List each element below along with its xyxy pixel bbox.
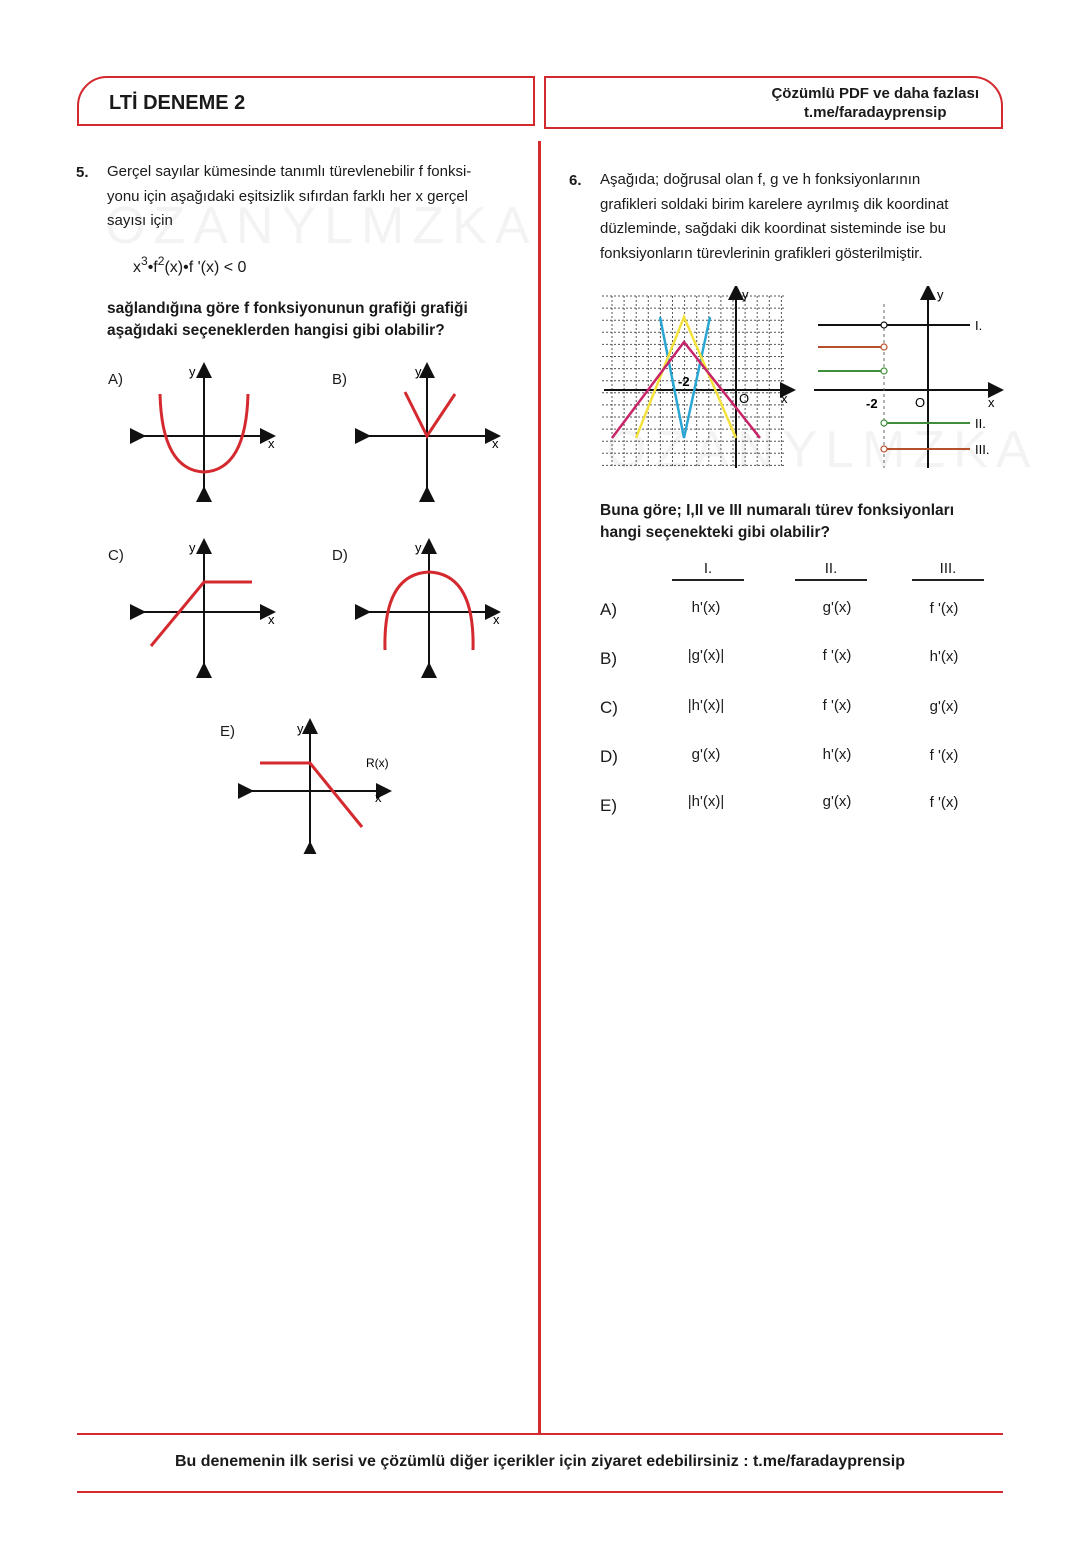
q6-option-d[interactable]: D) bbox=[600, 747, 618, 766]
tick-label-minus-two: -2 bbox=[866, 396, 878, 411]
q5-option-c-graph[interactable] bbox=[130, 538, 280, 678]
q6-option-c[interactable]: C) bbox=[600, 698, 618, 717]
x-axis-label: x bbox=[492, 436, 499, 451]
y-axis-label: y bbox=[742, 287, 749, 302]
v-shape-curve bbox=[405, 392, 455, 436]
table-cell: g'(x) bbox=[691, 746, 721, 763]
y-axis-label: y bbox=[189, 540, 196, 555]
table-cell: f '(x) bbox=[822, 647, 852, 664]
q5-text bbox=[107, 160, 517, 234]
q5-option-b-graph[interactable] bbox=[355, 362, 505, 502]
q5-text-line: Gerçel sayılar kümesinde tanımlı türevlenebilir f fonksi- bbox=[107, 163, 472, 180]
curve-label-r: R(x) bbox=[366, 756, 389, 770]
table-cell: g'(x) bbox=[822, 793, 852, 810]
open-point bbox=[881, 446, 887, 452]
table-cell: h'(x) bbox=[691, 599, 721, 616]
open-point bbox=[881, 322, 887, 328]
x-axis-label: x bbox=[268, 436, 275, 451]
table-cell: g'(x) bbox=[822, 599, 852, 616]
table-cell: f '(x) bbox=[929, 600, 959, 617]
label-II: II. bbox=[975, 416, 986, 431]
col-header-I: I. bbox=[672, 560, 744, 581]
q6-text-line: düzleminde, sağdaki dik koordinat sisteminde ise bu bbox=[600, 220, 947, 237]
table-cell: g'(x) bbox=[929, 698, 959, 715]
footer-text: Bu denemenin ilk serisi ve çözümlü diğer içerikler için ziyaret edebilirsiniz : t.me/faradayprensip bbox=[174, 1453, 906, 1470]
q6-question bbox=[600, 500, 1000, 544]
x-axis-label: x bbox=[268, 612, 275, 627]
footer-bottom-line bbox=[77, 1491, 1003, 1493]
promo-text bbox=[771, 84, 979, 122]
open-point bbox=[881, 344, 887, 350]
q5-option-a-label[interactable]: A) bbox=[108, 371, 123, 388]
q6-question-line: hangi seçenekteki gibi olabilir? bbox=[600, 524, 830, 541]
origin-label: O bbox=[739, 391, 750, 406]
open-point bbox=[881, 420, 887, 426]
label-I: I. bbox=[975, 318, 983, 333]
ramp-flat-curve bbox=[151, 582, 252, 646]
promo-link[interactable]: t.me/faradayprensip bbox=[803, 104, 947, 121]
tick-label-minus-two: -2 bbox=[678, 374, 690, 389]
promo-line-1: Çözümlü PDF ve daha fazlası bbox=[771, 85, 979, 102]
y-axis-label: y bbox=[937, 287, 944, 302]
q5-option-b-label[interactable]: B) bbox=[332, 371, 347, 388]
origin-label: O bbox=[915, 395, 926, 410]
table-cell: f '(x) bbox=[929, 747, 959, 764]
q6-option-b[interactable]: B) bbox=[600, 649, 617, 668]
q6-text bbox=[600, 168, 1000, 266]
open-point bbox=[881, 368, 887, 374]
x-axis-label: x bbox=[375, 790, 382, 805]
table-cell: |h'(x)| bbox=[687, 697, 725, 714]
header-promo-box bbox=[544, 76, 1003, 129]
y-axis-label: y bbox=[189, 364, 196, 379]
q6-text-line: grafikleri soldaki birim karelere ayrılmış dik koordinat bbox=[600, 195, 949, 213]
table-cell: f '(x) bbox=[929, 794, 959, 811]
x-axis-label: x bbox=[988, 395, 995, 410]
q5-question-line: sağlandığına göre f fonksiyonunun grafiği grafiği bbox=[107, 300, 468, 317]
table-cell: |h'(x)| bbox=[687, 793, 725, 810]
q5-question bbox=[107, 298, 527, 342]
q6-number: 6. bbox=[569, 172, 582, 189]
q6-function-graph bbox=[598, 286, 798, 472]
q6-question-line: Buna göre; I,II ve III numaralı türev fonksiyonları bbox=[600, 502, 955, 519]
q6-option-a[interactable]: A) bbox=[600, 600, 617, 619]
x-axis-label: x bbox=[781, 391, 788, 406]
q5-text-line: sayısı için bbox=[107, 212, 173, 229]
q5-option-e-label[interactable]: E) bbox=[220, 723, 235, 740]
q5-option-c-label[interactable]: C) bbox=[108, 547, 124, 564]
q5-option-e-graph[interactable] bbox=[238, 714, 398, 854]
label-III: III. bbox=[975, 442, 990, 457]
exam-title: LTİ DENEME 2 bbox=[109, 92, 246, 114]
q6-text-line: Aşağıda; doğrusal olan f, g ve h fonksiyonlarının bbox=[600, 171, 921, 188]
y-axis-label: y bbox=[415, 540, 422, 555]
header-title-box bbox=[77, 76, 535, 126]
q5-text-line: yonu için aşağıdaki eşitsizlik sıfırdan farklı her x gerçel bbox=[107, 187, 468, 205]
table-cell: h'(x) bbox=[929, 648, 959, 665]
q5-formula: $x^3•f^2(x)•f$ '(x) < 0 bbox=[133, 254, 247, 276]
y-axis-label: y bbox=[415, 364, 422, 379]
q5-question-line: aşağıdaki seçeneklerden hangisi gibi olabilir? bbox=[107, 322, 445, 339]
q5-option-a-graph[interactable] bbox=[130, 362, 280, 502]
q5-option-d-label[interactable]: D) bbox=[332, 547, 348, 564]
col-header-II: II. bbox=[795, 560, 867, 581]
footer-top-line bbox=[77, 1433, 1003, 1435]
table-cell: f '(x) bbox=[822, 697, 852, 714]
q5-number: 5. bbox=[76, 164, 89, 181]
q6-text-line: fonksiyonların türevlerinin grafikleri gösterilmiştir. bbox=[600, 244, 923, 262]
q6-option-e[interactable]: E) bbox=[600, 796, 617, 815]
q5-option-d-graph[interactable] bbox=[355, 538, 505, 678]
col-header-III: III. bbox=[912, 560, 984, 581]
table-cell: h'(x) bbox=[822, 746, 852, 763]
x-axis-label: x bbox=[493, 612, 500, 627]
column-divider bbox=[538, 141, 541, 1435]
table-cell: |g'(x)| bbox=[687, 647, 725, 664]
q6-derivative-graph bbox=[810, 286, 1010, 472]
y-axis-label: y bbox=[297, 721, 304, 736]
unit-grid bbox=[602, 296, 784, 468]
